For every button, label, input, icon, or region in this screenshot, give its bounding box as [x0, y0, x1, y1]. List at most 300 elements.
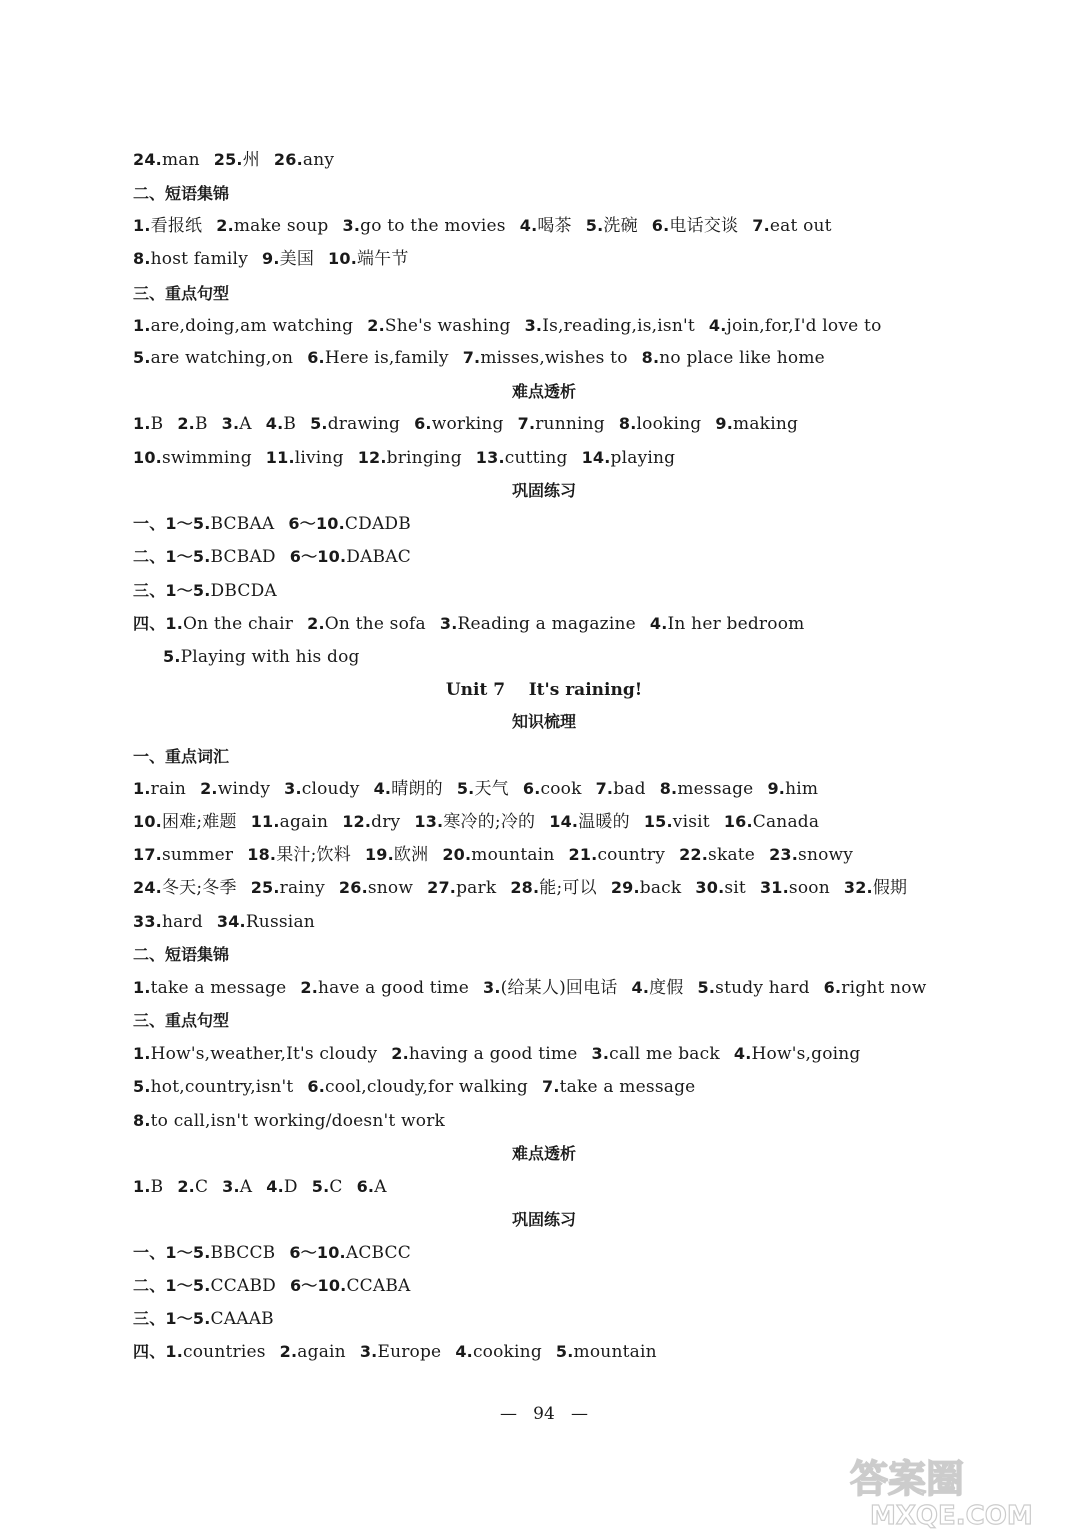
answer-text: running — [535, 414, 605, 434]
answer-item — [133, 316, 353, 336]
answer-line — [133, 413, 798, 435]
answer-number: 7. — [517, 414, 536, 433]
answer-item — [652, 216, 738, 236]
answer-text: soon — [788, 878, 830, 898]
answer-number: 4. — [649, 614, 668, 633]
answer-number: 25. — [213, 150, 243, 169]
answer-item — [414, 414, 504, 434]
answer-text: right now — [841, 978, 927, 998]
answer-text: CCABD — [210, 1276, 276, 1296]
answer-item — [650, 614, 805, 634]
answer-item — [163, 647, 360, 667]
answer-item — [133, 1077, 293, 1097]
answer-line — [133, 977, 926, 999]
answer-line — [133, 1308, 274, 1330]
answer-line — [133, 248, 409, 270]
answer-item — [824, 978, 927, 998]
answer-number: 2. — [367, 316, 385, 335]
answer-text: visit — [672, 812, 710, 832]
answer-text: drawing — [327, 414, 401, 434]
answer-number: 1. — [133, 779, 151, 798]
answer-line — [133, 811, 819, 833]
answer-text: D — [283, 1177, 298, 1197]
answer-number: 13. — [475, 448, 505, 467]
answer-item — [455, 1342, 542, 1362]
answer-item — [133, 1309, 274, 1329]
answer-item — [698, 978, 810, 998]
answer-item — [523, 779, 582, 799]
answer-number: 6. — [307, 1077, 326, 1096]
answer-item — [611, 878, 682, 898]
answer-number: 14. — [549, 812, 579, 831]
answer-number: 10. — [133, 812, 162, 831]
answer-text: cooking — [472, 1342, 542, 1362]
answer-number: 6～10. — [289, 1243, 346, 1262]
answer-item — [133, 1044, 377, 1064]
answer-text: B — [150, 414, 164, 434]
answer-number: 18. — [247, 845, 277, 864]
section-heading: 二、短语集锦 — [133, 945, 230, 964]
subsection-title: 巩固练习 — [511, 1210, 576, 1229]
answer-number: 17. — [133, 845, 162, 864]
answer-text: B — [150, 1177, 164, 1197]
answer-number: 一、1～5. — [133, 1243, 211, 1262]
answer-number: 2. — [200, 779, 218, 798]
answer-text: cloudy — [301, 779, 360, 799]
answer-item — [520, 216, 572, 236]
answer-item — [133, 581, 277, 601]
answer-text: B — [283, 414, 297, 434]
answer-text: skate — [708, 845, 756, 865]
answer-item — [724, 812, 819, 832]
answer-item — [752, 216, 831, 236]
answer-number: 1. — [133, 414, 151, 433]
answer-number: 5. — [133, 1077, 151, 1096]
answer-item — [734, 1044, 861, 1064]
answer-item — [217, 912, 315, 932]
answer-line — [133, 778, 818, 800]
answer-item — [288, 514, 411, 534]
answer-number: 三、1～5. — [133, 581, 211, 600]
answer-item — [342, 216, 505, 236]
answer-item — [767, 779, 818, 799]
answer-text: mountain — [471, 845, 555, 865]
answer-text: country — [597, 845, 666, 865]
answer-line — [163, 646, 360, 668]
answer-item — [556, 1342, 657, 1362]
answer-number: 8. — [659, 779, 678, 798]
answer-number: 3. — [221, 414, 240, 433]
watermark-logo-icon — [830, 1450, 1080, 1530]
answer-text: countries — [183, 1342, 266, 1362]
answer-text: 困难;难题 — [161, 812, 237, 832]
answer-number: 6. — [823, 978, 842, 997]
answer-item — [310, 414, 400, 434]
answer-number: 24. — [133, 150, 162, 169]
answer-item — [251, 878, 325, 898]
answer-item — [133, 1177, 163, 1197]
answer-item — [307, 1077, 528, 1097]
answer-text: CCABA — [346, 1276, 411, 1296]
answer-number: 9. — [715, 414, 734, 433]
answer-item — [133, 779, 186, 799]
answer-item — [440, 614, 636, 634]
answer-number: 4. — [265, 414, 284, 433]
answer-item — [760, 878, 830, 898]
answer-item — [251, 812, 329, 832]
answer-line — [133, 447, 675, 469]
answer-number: 7. — [462, 348, 481, 367]
answer-item — [133, 1342, 266, 1362]
answer-text: working — [431, 414, 504, 434]
answer-number: 6. — [522, 779, 541, 798]
answer-number: 6. — [356, 1177, 375, 1196]
section-heading: 三、重点句型 — [133, 284, 230, 303]
answer-number: 1. — [133, 1177, 151, 1196]
footer-dash-right: — — [571, 1404, 589, 1424]
answer-item — [133, 216, 202, 236]
answer-number: 31. — [759, 878, 789, 897]
answer-number: 34. — [216, 912, 246, 931]
subsection-title: 知识梳理 — [511, 712, 576, 731]
answer-item — [133, 414, 163, 434]
answer-item — [582, 448, 676, 468]
section-heading: 三、重点句型 — [133, 1011, 230, 1030]
answer-text: him — [785, 779, 819, 799]
answer-item — [357, 1177, 387, 1197]
answer-text: bad — [613, 779, 646, 799]
answer-text: (给某人)回电话 — [500, 978, 618, 998]
answer-number: 2. — [177, 1177, 195, 1196]
answer-item — [632, 978, 684, 998]
answer-text: DBCDA — [210, 581, 277, 601]
answer-number: 5. — [163, 647, 181, 666]
subsection-title: 难点透析 — [511, 1144, 576, 1163]
answer-number: 4. — [266, 1177, 284, 1196]
answer-item — [307, 614, 426, 634]
answer-item — [289, 1243, 411, 1263]
answer-text: 冬天;冬季 — [161, 878, 237, 898]
answer-text: dry — [371, 812, 401, 832]
answer-text: mountain — [573, 1342, 657, 1362]
answer-line — [133, 1076, 695, 1098]
answer-item — [586, 216, 638, 236]
answer-text: back — [639, 878, 682, 898]
answer-item — [307, 348, 449, 368]
answer-text: How's,weather,It's cloudy — [150, 1044, 378, 1064]
answer-text: call me back — [609, 1044, 720, 1064]
answer-item — [463, 348, 628, 368]
answer-item — [274, 150, 334, 170]
answer-text: bringing — [386, 448, 462, 468]
answer-text: How's,going — [751, 1044, 861, 1064]
answer-text: C — [194, 1177, 209, 1197]
answer-number: 20. — [442, 845, 472, 864]
answer-item — [715, 414, 798, 434]
answer-text: go to the movies — [360, 216, 506, 236]
answer-item — [290, 1276, 411, 1296]
svg-text:MXQE.COM: MXQE.COM — [870, 1501, 1033, 1530]
answer-number: 28. — [510, 878, 540, 897]
answer-number: 1. — [133, 978, 151, 997]
answer-text: 州 — [242, 150, 260, 170]
answer-text: no place like home — [659, 348, 825, 368]
answer-item — [200, 779, 270, 799]
answer-text: 果汁;饮料 — [276, 845, 351, 865]
answer-text: looking — [636, 414, 702, 434]
answer-text: hard — [161, 912, 203, 932]
answer-text: summer — [161, 845, 234, 865]
answer-number: 8. — [641, 348, 660, 367]
answer-number: 6～10. — [288, 514, 345, 533]
answer-number: 5. — [311, 1177, 330, 1196]
answer-item — [133, 912, 203, 932]
answer-text: take a message — [150, 978, 287, 998]
answer-number: 二、1～5. — [133, 1276, 211, 1295]
answer-text: park — [456, 878, 497, 898]
answer-item — [214, 150, 260, 170]
answer-text: She's washing — [384, 316, 511, 336]
answer-number: 8. — [618, 414, 637, 433]
answer-text: host family — [150, 249, 248, 269]
answer-line — [133, 613, 804, 635]
answer-number: 6～10. — [289, 547, 347, 566]
answer-number: 11. — [265, 448, 295, 467]
answer-number: 11. — [250, 812, 280, 831]
answer-item — [457, 779, 509, 799]
answer-item — [222, 1177, 252, 1197]
answer-text: A — [239, 414, 252, 434]
answer-number: 4. — [519, 216, 538, 235]
answer-number: 12. — [357, 448, 387, 467]
answer-item — [476, 448, 568, 468]
answer-number: 3. — [524, 316, 543, 335]
answer-text: ACBCC — [345, 1243, 411, 1263]
answer-line — [133, 149, 334, 171]
answer-text: On the chair — [183, 614, 294, 634]
answer-item — [133, 514, 274, 534]
answer-text: CAAAB — [210, 1309, 274, 1329]
answer-item — [133, 348, 293, 368]
section-heading: 一、重点词汇 — [133, 747, 230, 766]
answer-item — [133, 812, 237, 832]
answer-number: 29. — [610, 878, 640, 897]
answer-item — [442, 845, 554, 865]
answer-text: again — [297, 1342, 346, 1362]
answer-number: 22. — [679, 845, 709, 864]
answer-number: 4. — [373, 779, 392, 798]
answer-item — [290, 547, 411, 567]
answer-number: 5. — [555, 1342, 574, 1361]
answer-text: In her bedroom — [667, 614, 805, 634]
answer-item — [262, 249, 314, 269]
answer-number: 5. — [310, 414, 328, 433]
answer-number: 23. — [769, 845, 799, 864]
answer-item — [300, 978, 469, 998]
answer-number: 5. — [133, 348, 151, 367]
answer-line — [133, 1275, 411, 1297]
answer-number: 3. — [591, 1044, 610, 1063]
answer-text: A — [239, 1177, 253, 1197]
answer-number: 6. — [414, 414, 432, 433]
answer-number: 7. — [752, 216, 770, 235]
answer-line — [133, 877, 907, 899]
answer-number: 一、1～5. — [133, 514, 211, 533]
answer-number: 2. — [307, 614, 325, 633]
answer-item — [133, 249, 248, 269]
answer-line — [133, 215, 832, 237]
answer-text: B — [194, 414, 208, 434]
answer-text: man — [161, 150, 200, 170]
answer-text: 电话交谈 — [669, 216, 739, 236]
answer-item — [695, 878, 746, 898]
answer-text: hot,country,isn't — [150, 1077, 294, 1097]
answer-line — [133, 315, 882, 337]
answer-text: again — [279, 812, 329, 832]
answer-number: 32. — [843, 878, 873, 897]
unit-title: Unit 7 It's raining! — [445, 680, 643, 700]
answer-item — [133, 150, 200, 170]
answer-number: 7. — [595, 779, 614, 798]
answer-number: 1. — [133, 1044, 151, 1063]
answer-text: eat out — [769, 216, 832, 236]
answer-item — [266, 414, 296, 434]
answer-item — [518, 414, 605, 434]
answer-text: DABAC — [346, 547, 411, 567]
answer-item — [328, 249, 409, 269]
answer-item — [177, 414, 207, 434]
answer-text: are watching,on — [150, 348, 294, 368]
answer-item — [222, 414, 252, 434]
answer-number: 24. — [133, 878, 162, 897]
answer-number: 三、1～5. — [133, 1309, 211, 1328]
answer-number: 1. — [133, 316, 151, 335]
answer-line — [133, 1176, 387, 1198]
answer-text: 能;可以 — [539, 878, 597, 898]
answer-number: 2. — [300, 978, 319, 997]
answer-text: 洗碗 — [603, 216, 638, 236]
answer-text: have a good time — [318, 978, 470, 998]
answer-number: 5. — [697, 978, 716, 997]
answer-line — [133, 911, 315, 933]
answer-text: Here is,family — [324, 348, 449, 368]
answer-text: rainy — [279, 878, 325, 898]
answer-number: 26. — [273, 150, 303, 169]
answer-number: 14. — [581, 448, 611, 467]
answer-number: 3. — [284, 779, 302, 798]
answer-number: 6～10. — [289, 1276, 347, 1295]
answer-text: 温暖的 — [578, 812, 630, 832]
answer-text: rain — [150, 779, 187, 799]
answer-item — [644, 812, 710, 832]
answer-number: 21. — [568, 845, 598, 864]
answer-line — [133, 347, 825, 369]
answer-number: 2. — [279, 1342, 298, 1361]
answer-number: 30. — [695, 878, 725, 897]
watermark-logo — [830, 1450, 1080, 1530]
answer-number: 8. — [133, 1111, 151, 1130]
answer-number: 9. — [767, 779, 786, 798]
answer-number: 四、1. — [133, 1342, 184, 1361]
answer-text: windy — [217, 779, 271, 799]
answer-number: 4. — [455, 1342, 473, 1361]
answer-item — [591, 1044, 719, 1064]
answer-line — [133, 546, 411, 568]
answer-text: 假期 — [872, 878, 908, 898]
answer-item — [542, 1077, 695, 1097]
answer-item — [342, 812, 400, 832]
answer-number: 3. — [439, 614, 458, 633]
answer-line — [133, 580, 277, 602]
answer-number: 8. — [133, 249, 151, 268]
answer-text: are,doing,am watching — [150, 316, 354, 336]
answer-number: 10. — [133, 448, 162, 467]
answer-number: 2. — [177, 414, 195, 433]
answer-item — [280, 1342, 346, 1362]
answer-text: Is,reading,is,isn't — [542, 316, 695, 336]
section-heading: 二、短语集锦 — [133, 184, 230, 203]
answer-text: 喝茶 — [537, 216, 572, 236]
answer-text: 端午节 — [356, 249, 409, 269]
answer-text: having a good time — [408, 1044, 578, 1064]
answer-item — [177, 1177, 208, 1197]
subsection-title: 巩固练习 — [511, 481, 576, 500]
answer-text: living — [294, 448, 344, 468]
answer-number: 4. — [631, 978, 650, 997]
answer-number: 10. — [328, 249, 357, 268]
answer-text: BBCCB — [210, 1243, 276, 1263]
answer-item — [367, 316, 510, 336]
answer-number: 27. — [427, 878, 457, 897]
answer-text: Reading a magazine — [457, 614, 636, 634]
answer-number: 4. — [733, 1044, 752, 1063]
answer-item — [266, 1177, 297, 1197]
answer-line — [133, 1242, 411, 1264]
answer-item — [247, 845, 351, 865]
answer-number: 5. — [585, 216, 604, 235]
answer-number: 13. — [414, 812, 444, 831]
answer-text: 度假 — [649, 978, 684, 998]
answer-item — [358, 448, 462, 468]
answer-number: 四、1. — [133, 614, 184, 633]
answer-item — [374, 779, 443, 799]
answer-text: snow — [367, 878, 414, 898]
answer-text: take a message — [559, 1077, 696, 1097]
answer-item — [414, 812, 535, 832]
answer-item — [365, 845, 428, 865]
answer-number: 6. — [307, 348, 325, 367]
answer-text: Russian — [245, 912, 315, 932]
answer-item — [133, 547, 276, 567]
answer-text: On the sofa — [324, 614, 426, 634]
answer-text: Canada — [752, 812, 820, 832]
answer-text: snowy — [798, 845, 854, 865]
answer-line — [133, 1043, 861, 1065]
answer-item — [133, 614, 293, 634]
answer-number: 2. — [216, 216, 234, 235]
answer-text: message — [677, 779, 754, 799]
answer-item — [568, 845, 665, 865]
answer-number: 19. — [364, 845, 394, 864]
svg-text:答案圈: 答案圈 — [850, 1457, 965, 1501]
answer-item — [510, 878, 596, 898]
answer-item — [133, 448, 252, 468]
answer-text: 美国 — [279, 249, 315, 269]
answer-item — [391, 1044, 577, 1064]
answer-text: 欧洲 — [393, 845, 429, 865]
page-number: 94 — [533, 1404, 555, 1424]
answer-number: 25. — [250, 878, 280, 897]
